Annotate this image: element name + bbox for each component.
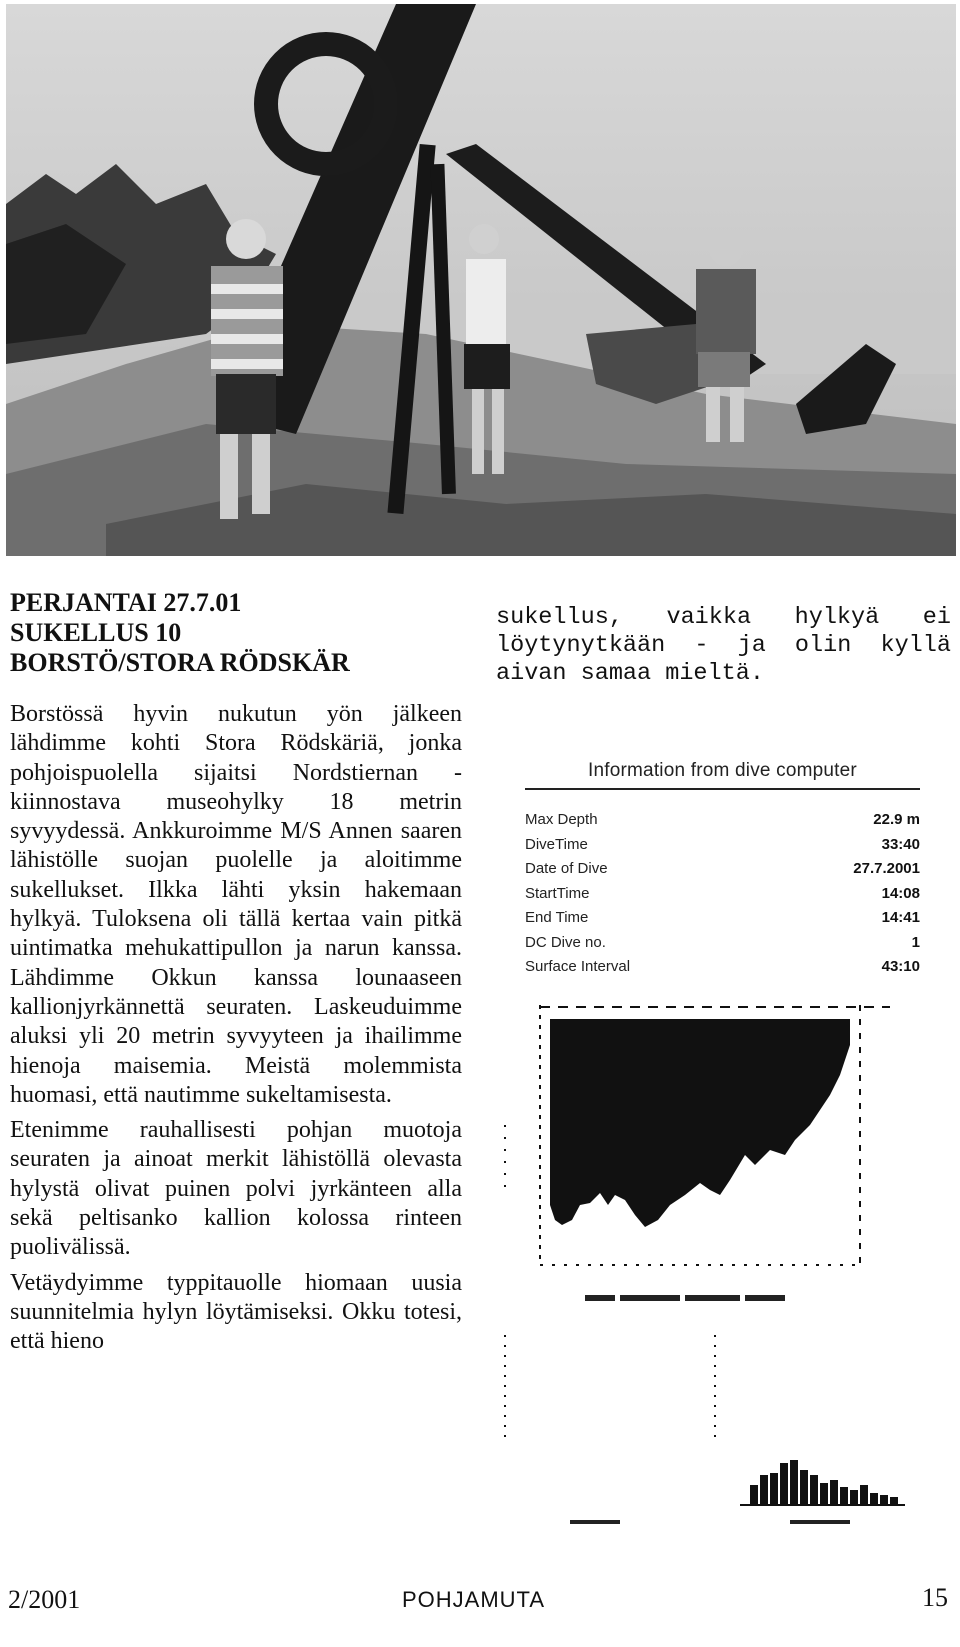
dive-profile-graphic [500, 1005, 930, 1525]
magazine-name: POHJAMUTA [402, 1587, 546, 1612]
stat-value: 27.7.2001 [853, 860, 920, 877]
page-footer [0, 1585, 960, 1635]
stat-dc-dive-no [525, 931, 920, 956]
stat-end-time [525, 906, 920, 931]
stat-label: End Time [525, 909, 589, 926]
anchor-photo [6, 4, 956, 556]
heading-dive-number: SUKELLUS 10 [10, 618, 182, 647]
stat-surface-interval [525, 955, 920, 980]
stat-dive-time [525, 833, 920, 858]
issue-number: 2/2001 [8, 1585, 81, 1614]
article-heading [10, 588, 470, 678]
stat-label: Max Depth [525, 811, 598, 828]
stat-label: Date of Dive [525, 860, 608, 877]
dive-computer-panel [525, 760, 920, 980]
stat-label: DiveTime [525, 835, 588, 853]
stat-value: 14:08 [881, 884, 920, 902]
stat-value: 1 [911, 933, 920, 951]
paragraph-3: Vetäydyimme typpitauolle hiomaan uusia suunnitelmia hylyn löytämiseksi. Okku totesi, että hieno [10, 1269, 462, 1355]
stat-label: StartTime [525, 884, 590, 902]
stat-max-depth [525, 808, 920, 833]
page-number: 15 [922, 1583, 948, 1612]
panel-title: Information from dive computer [525, 760, 920, 790]
article-body-right: sukellus, vaikka hylkyä ei löytynytkään - ja olin kyllä aivan samaa mieltä. [496, 604, 951, 687]
stat-value: 33:40 [881, 835, 920, 853]
stat-value: 22.9 m [873, 811, 920, 828]
dive-stats-list [525, 808, 920, 980]
stat-start-time [525, 882, 920, 907]
heading-date: PERJANTAI 27.7.01 [10, 588, 242, 617]
stat-date [525, 857, 920, 882]
stat-value: 14:41 [881, 909, 920, 926]
stat-value: 43:10 [881, 958, 920, 975]
heading-location: BORSTÖ/STORA RÖDSKÄR [10, 648, 350, 677]
stat-label: Surface Interval [525, 958, 631, 975]
article-body-left [10, 700, 462, 1363]
paragraph-2: Etenimme rauhallisesti pohjan muotoja seuraten ja ainoat merkit lähistöllä olevasta hylystä olivat puinen polvi jyrkänteen alla sekä peltisanko kallion kolossa rinteen puolivälissä. [10, 1117, 462, 1261]
paragraph-1: Borstössä hyvin nukutun yön jälkeen lähdimme kohti Stora Rödskäriä, jonka pohjoispuolella sijaitsi Nordstiernan - kiinnostava museohylky 18 metrin syvyydessä. Ankkuroimme M/S Annen saaren lähistölle suojan puolelle ja aloitimme sukellukset. Ilkka lähti yksin hakemaan hylkyä. Tuloksena oli tällä kertaa vain pitkä uintimatka mehukattipullon ja narun kanssa. Lähdimme Okkun kanssa lounaaseen kallionjyrkännettä seuraten. Laskeuduimme aluksi yli 20 metrin syvyyteen ja ihailimme hienoja maisemia. Meistä molemmista huomasi, että nautimme sukeltamisesta. [10, 701, 462, 1108]
stat-label: DC Dive no. [525, 933, 606, 951]
